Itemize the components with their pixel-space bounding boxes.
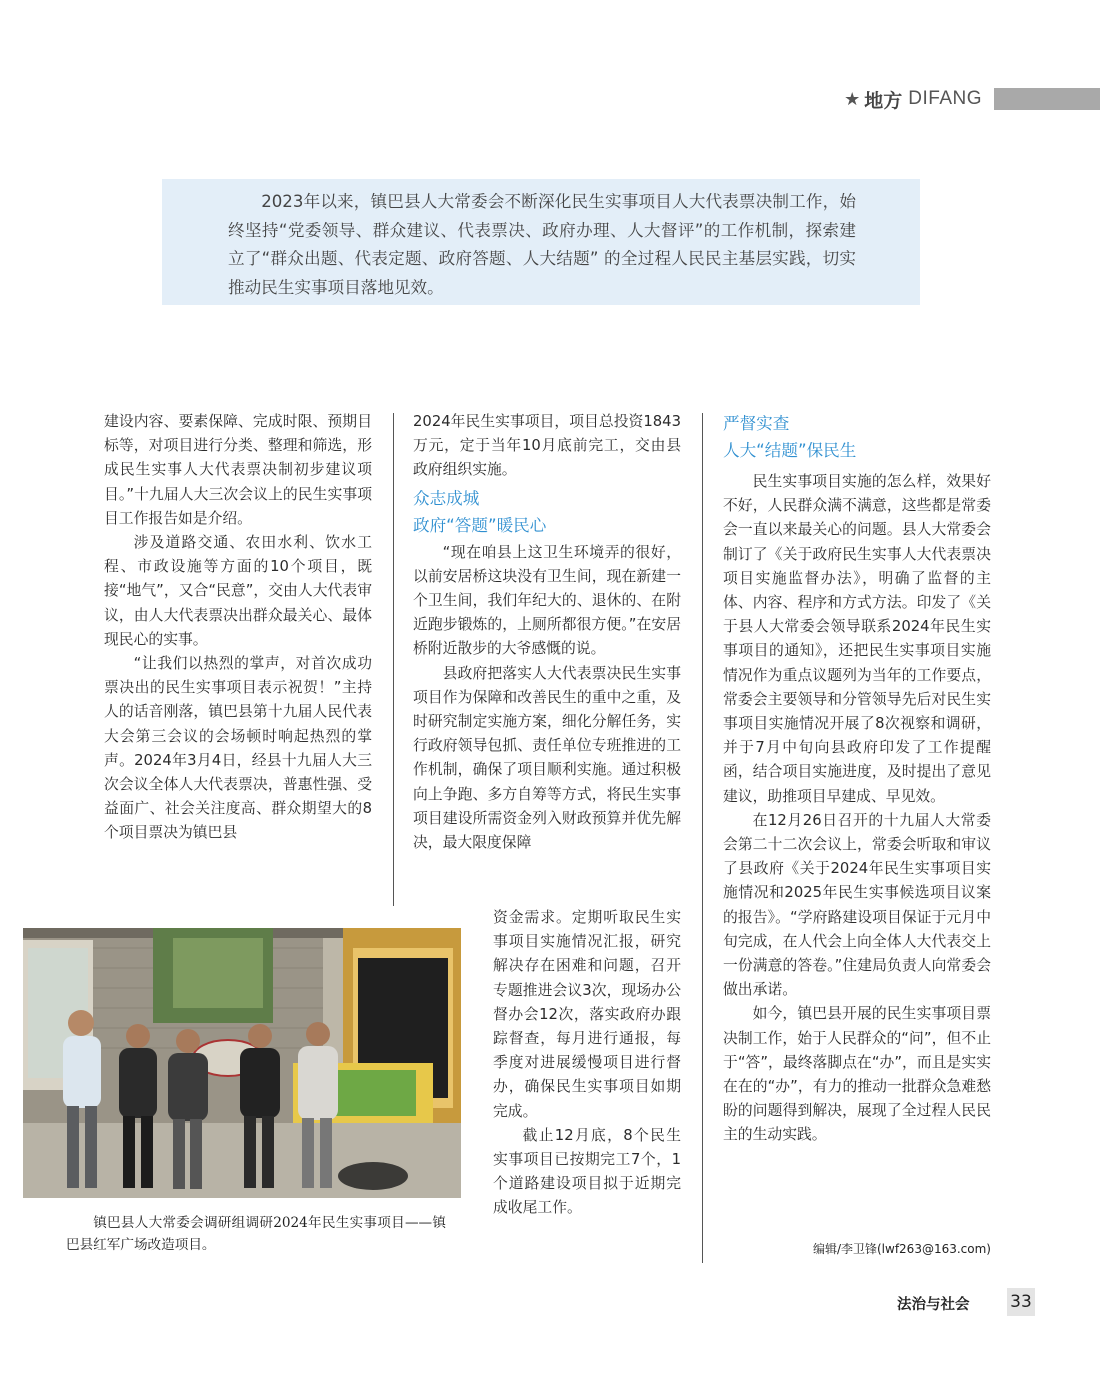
paragraph: 资金需求。定期听取民生实事项目实施情况汇报，研究解决存在困难和问题，召开专题推进会议3次，现场办公督办会12次，落实政府办跟踪督查，每月进行通报，每季度对进展缓慢项目进行督办，确保民生实事项目如期完成。 <box>493 909 681 1120</box>
subheading: 严督实查 <box>723 414 790 433</box>
column-3 <box>723 410 991 1148</box>
paragraph: 在12月26日召开的十九届人大常委会第二十二次会议上，常委会听取和审议了县政府《关于2024年民生实事项目实施情况和2025年民生实事候选项目议案的报告》。“学府路建设项目保证于元月中旬完成，在人代会上向全体人大代表交上一份满意的答卷。”住建局负责人向常委会做出承诺。 <box>723 811 991 999</box>
paragraph: 县政府把落实人大代表票决民生实事项目作为保障和改善民生的重中之重，及时研究制定实施方案，细化分解任务，实行政府领导包抓、责任单位专班推进的工作机制，确保了项目顺利实施。通过积极向上争跑、多方自筹等方式，将民生实事项目建设所需资金列入财政预算并优先解决，最大限度保障 <box>413 664 681 852</box>
column-1 <box>104 410 372 846</box>
paragraph: 截止12月底，8个民生实事项目已按期完工7个，1个道路建设项目拟于近期完成收尾工作。 <box>493 1126 681 1217</box>
paragraph: 建设内容、要素保障、完成时限、预期目标等，对项目进行分类、整理和筛选，形成民生实事人大代表票决制初步建议项目。”十九届人大三次会议上的民生实事项目工作报告如是介绍。 <box>104 413 372 527</box>
editor-credit: 编辑/李卫锋(lwf263@163.com) <box>812 1242 991 1256</box>
paragraph: 如今，镇巴县开展的民生实事项目票决制工作，始于人民群众的“问”，但不止于“答”，最终落脚点在“办”，而且是实实在在的“办”，有力的推动一批群众急难愁盼的问题得到解决，展现了全过程人民民主的生动实践。 <box>723 1005 991 1144</box>
subheading: 人大“结题”保民生 <box>723 441 857 460</box>
paragraph: 2024年民生实事项目，项目总投资1843万元，定于当年10月底前完工，交由县政府组织实施。 <box>413 413 681 479</box>
paragraph: 民生实事项目实施的怎么样，效果好不好，人民群众满不满意，这些都是常委会一直以来最关心的问题。县人大常委会制订了《关于政府民生实事人大代表票决项目实施监督办法》，明确了监督的主体、内容、程序和方式方法。印发了《关于县人大常委会领导联系2024年民生实事项目的通知》，还把民生实事项目实施情况作为重点议题列为当年的工作要点，常委会主要领导和分管领导先后对民生实事项目实施情况开展了8次视察和调研，并于7月中旬向县政府印发了工作提醒函，结合项目实施进度，及时提出了意见建议，助推项目早建成、早见效。 <box>723 473 991 805</box>
section-title-en: DIFANG <box>908 88 982 109</box>
section-header <box>844 88 1100 110</box>
paragraph: 涉及道路交通、农田水利、饮水工程、市政设施等方面的10个项目，既接“地气”，又合“民意”，交由人大代表审议，由人大代表票决出群众最关心、最体现民心的实事。 <box>104 534 372 648</box>
photo-caption: 镇巴县人大常委会调研组调研2024年民生实事项目——镇巴县红军广场改造项目。 <box>66 1215 446 1253</box>
subheading: 众志成城 <box>413 488 480 508</box>
subheading: 政府“答题”暖民心 <box>413 515 547 535</box>
star-icon: ★ <box>844 88 861 110</box>
column-divider <box>702 413 703 1263</box>
column-2-continued <box>493 906 681 1221</box>
photo-illustration <box>23 928 461 1198</box>
column-2 <box>413 410 681 855</box>
paragraph: “现在咱县上这卫生环境弄的很好，以前安居桥这块没有卫生间，现在新建一个卫生间，我们年纪大的、退休的、在附近跑步锻炼的，上厕所都很方便。”在安居桥附近散步的大爷感慨的说。 <box>413 543 681 658</box>
page-number: 33 <box>1007 1288 1035 1316</box>
header-bar <box>994 88 1100 110</box>
column-divider <box>393 413 394 906</box>
section-title-cn: 地方 <box>864 89 903 112</box>
magazine-title: 法治与社会 <box>897 1297 970 1313</box>
paragraph: “让我们以热烈的掌声，对首次成功票决出的民生实事项目表示祝贺！”主持人的话音刚落，镇巴县第十九届人民代表大会第三会议的会场顿时响起热烈的掌声。2024年3月4日，经县十九届人大三次会议全体人大代表票决，普惠性强、受益面广、社会关注度高、群众期望大的8个项目票决为镇巴县 <box>104 655 372 842</box>
news-photo <box>23 928 461 1198</box>
lead-paragraph: 2023年以来，镇巴县人大常委会不断深化民生实事项目人大代表票决制工作，始终坚持“党委领导、群众建议、代表票决、政府办理、人大督评”的工作机制，探索建立了“群众出题、代表定题、政府答题、人大结题” 的全过程人民民主基层实践，切实推动民生实事项目落地见效。 <box>162 179 920 305</box>
